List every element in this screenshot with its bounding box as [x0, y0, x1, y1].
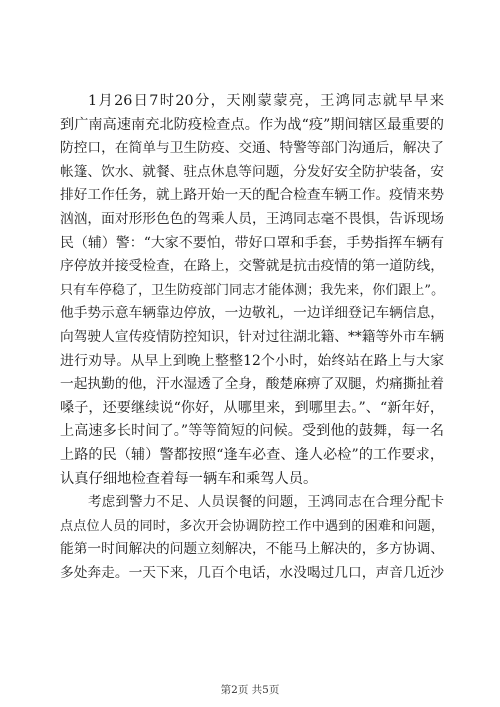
text-line: 上路的民（辅）警都按照“逢车必查、逢人必检”的工作要求，: [60, 446, 444, 463]
text-line: 防控口，在简单与卫生防疫、交通、特警等部门沟通后，解决了: [60, 140, 444, 157]
page-number-footer: 第2页 共5页: [220, 684, 280, 696]
text-line: 只有车停稳了，卫生防疫部门同志才能体测；我先来，你们跟上”。: [60, 282, 444, 298]
text-line: 他手势示意车辆靠边停放，一边敬礼，一边详细登记车辆信息，: [60, 305, 444, 322]
text-line: 序停放并接受检查，在路上，交警就是抗击疫情的第一道防线，: [60, 258, 444, 275]
text-line: 点点位人员的同时，多次开会协调防控工作中遇到的困难和问题，: [60, 518, 444, 534]
text-line: 上高速多长时间了。”等等简短的问候。受到他的鼓舞，每一名: [60, 423, 444, 440]
text-line: 到广南高速南充北防疫检查点。作为战“疫”期间辖区最重要的: [60, 116, 444, 133]
text-line: 进行劝导。从早上到晚上整整12个小时，始终站在路上与大家: [60, 352, 444, 369]
text-line: 排好工作任务，就上路开始一天的配合检查车辆工作。疫情来势: [60, 187, 444, 204]
text-line: 民（辅）警：“大家不要怕，带好口罩和手套，手势指挥车辆有: [60, 234, 444, 251]
text-line: 考虑到警力不足、人员误餐的问题，王鸿同志在合理分配卡: [88, 494, 444, 511]
paragraph-2: [60, 491, 444, 585]
text-line: 能第一时间解决的问题立刻解决，不能马上解决的，多方协调、: [60, 541, 444, 558]
text-line: 嗓子，还要继续说“你好，从哪里来，到哪里去。”、“新年好，: [60, 399, 444, 416]
text-line: 1月26日7时20分，天刚蒙蒙亮，王鸿同志就早早来: [88, 93, 444, 109]
paragraph-1: [60, 90, 444, 491]
document-body: [60, 90, 444, 585]
text-line: 多处奔走。一天下来，几百个电话，水没喝过几口，声音几近沙: [60, 564, 444, 581]
text-line: 认真仔细地检查着每一辆车和乘驾人员。: [60, 470, 318, 487]
text-line: 一起执勤的他，汗水湿透了全身，酸楚麻痹了双腿，灼痛撕扯着: [60, 376, 444, 393]
text-line: 向驾驶人宣传疫情防控知识，针对过往湖北籍、**籍等外市车辆: [60, 328, 444, 345]
text-line: 帐篷、饮水、就餐、驻点休息等问题，分发好安全防护装备，安: [60, 163, 444, 180]
text-line: 汹汹，面对形形色色的驾乘人员，王鸿同志毫不畏惧，告诉现场: [60, 210, 444, 227]
